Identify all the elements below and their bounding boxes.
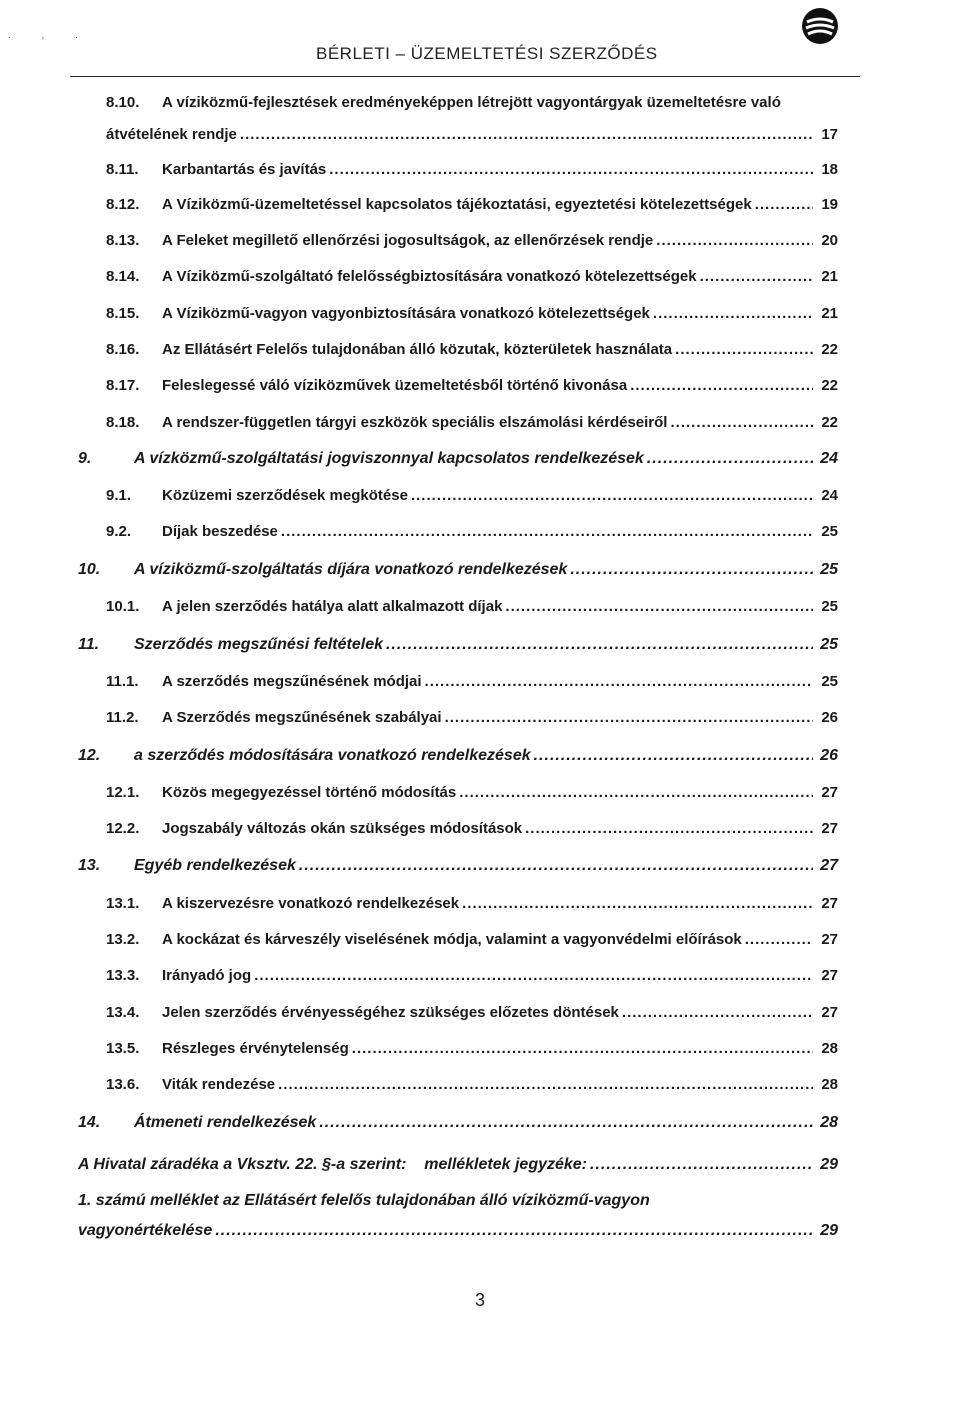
toc-annex-title: vagyonértékelése bbox=[78, 1222, 213, 1239]
toc-entry-title: A Víziközmű-üzemeltetéssel kapcsolatos tájékoztatási, egyeztetési kötelezettségek bbox=[162, 196, 752, 213]
toc-entry-number: 13.4. bbox=[106, 1004, 140, 1021]
toc-entry-title: A víziközmű-fejlesztések eredményeképpen létrejött vagyontárgyak üzemeltetésre való bbox=[162, 94, 781, 111]
toc-entry-page: 24 bbox=[821, 487, 838, 504]
toc-entry-page: 25 bbox=[821, 673, 838, 690]
toc-entry-page: 21 bbox=[821, 268, 838, 285]
toc-entry-title: Jogszabály változás okán szükséges módosítások bbox=[162, 820, 523, 837]
toc-entry-number: 8.15. bbox=[106, 305, 140, 322]
toc-entry[interactable] bbox=[106, 232, 838, 252]
toc-entry-page: 27 bbox=[821, 967, 838, 984]
toc-section-page: 24 bbox=[820, 450, 838, 467]
toc-leader-dots bbox=[240, 126, 813, 143]
toc-section-number: 10. bbox=[78, 561, 101, 578]
toc-leader-dots bbox=[534, 747, 813, 765]
toc-leader-dots bbox=[319, 1114, 813, 1132]
toc-section-number: 12. bbox=[78, 747, 101, 764]
toc-entry[interactable] bbox=[106, 784, 838, 804]
toc-leader-dots bbox=[299, 857, 813, 875]
toc-entry-8-10-line2[interactable] bbox=[106, 126, 838, 146]
toc-entry-title: A Víziközmű-vagyon vagyonbiztosítására vonatkozó kötelezettségek bbox=[162, 305, 650, 322]
toc-entry-title: A jelen szerződés hatálya alatt alkalmazott díjak bbox=[162, 598, 503, 615]
toc-leader-dots bbox=[700, 268, 813, 285]
toc-annex-line2[interactable] bbox=[78, 1222, 838, 1242]
toc-entry-number: 8.14. bbox=[106, 268, 140, 285]
toc-leader-dots bbox=[525, 820, 813, 837]
toc-entry[interactable] bbox=[106, 1040, 838, 1060]
page-number: 3 bbox=[474, 1290, 485, 1310]
toc-section[interactable] bbox=[78, 1114, 838, 1134]
toc-entry-page: 19 bbox=[821, 196, 838, 213]
toc-leader-dots bbox=[653, 305, 813, 322]
toc-entry-page: 27 bbox=[821, 895, 838, 912]
toc-section[interactable] bbox=[78, 747, 838, 767]
toc-section[interactable] bbox=[78, 450, 838, 470]
toc-entry-page: 27 bbox=[821, 820, 838, 837]
toc-section-title: Átmeneti rendelkezések bbox=[134, 1114, 317, 1131]
toc-section-page: 25 bbox=[820, 561, 838, 578]
logo-icon bbox=[800, 6, 840, 46]
toc-entry-page: 28 bbox=[821, 1040, 838, 1057]
toc-entry-number: 8.13. bbox=[106, 232, 140, 249]
toc-entry-page: 27 bbox=[821, 1004, 838, 1021]
toc-entry[interactable] bbox=[106, 673, 838, 693]
toc-entry[interactable] bbox=[106, 895, 838, 915]
toc-leader-dots bbox=[215, 1222, 813, 1240]
toc-entry-page: 17 bbox=[821, 126, 838, 143]
toc-entry-number: 11.2. bbox=[106, 709, 139, 726]
toc-entry[interactable] bbox=[106, 598, 838, 618]
scan-specks: . , . bbox=[8, 30, 92, 41]
toc-section[interactable] bbox=[78, 857, 838, 877]
toc-entry[interactable] bbox=[106, 709, 838, 729]
toc-entry-number: 13.5. bbox=[106, 1040, 140, 1057]
toc-section-title: a szerződés módosítására vonatkozó rendelkezések bbox=[134, 747, 531, 764]
toc-leader-dots bbox=[570, 561, 813, 579]
toc-entry-page: 22 bbox=[821, 377, 838, 394]
toc-leader-dots bbox=[425, 673, 813, 690]
toc-section[interactable] bbox=[78, 561, 838, 581]
toc-leader-dots bbox=[647, 450, 813, 468]
toc-entry[interactable] bbox=[106, 414, 838, 434]
toc-entry-page: 28 bbox=[821, 1076, 838, 1093]
toc-entry-page: 22 bbox=[821, 341, 838, 358]
toc-entry-number: 13.3. bbox=[106, 967, 140, 984]
toc-entry[interactable] bbox=[106, 967, 838, 987]
toc-entry[interactable] bbox=[106, 305, 838, 325]
toc-leader-dots bbox=[505, 598, 813, 615]
toc-entry[interactable] bbox=[106, 523, 838, 543]
toc-entry-title: A Szerződés megszűnésének szabályai bbox=[162, 709, 442, 726]
toc-entry[interactable] bbox=[106, 1004, 838, 1024]
toc-entry[interactable] bbox=[106, 341, 838, 361]
toc-entry-title: Jelen szerződés érvényességéhez szükséges előzetes döntések bbox=[162, 1004, 619, 1021]
toc-entry-number: 8.12. bbox=[106, 196, 140, 213]
toc-entry[interactable] bbox=[106, 487, 838, 507]
toc-entry-page: 22 bbox=[821, 414, 838, 431]
toc-entry-title: Közüzemi szerződések megkötése bbox=[162, 487, 408, 504]
toc-entry-page: 25 bbox=[821, 598, 838, 615]
toc-entry-number: 8.11. bbox=[106, 161, 139, 178]
toc-entry-title: Irányadó jog bbox=[162, 967, 252, 984]
toc-annex-line1[interactable]: 1. számú melléklet az Ellátásért felelős tulajdonában álló víziközmű-vagyon bbox=[78, 1192, 650, 1209]
toc-section-page: 28 bbox=[820, 1114, 838, 1131]
toc-entry-title: Viták rendezése bbox=[162, 1076, 276, 1093]
toc-section-page: 27 bbox=[820, 857, 838, 874]
toc-leader-dots bbox=[445, 709, 813, 726]
toc-leader-dots bbox=[278, 1076, 813, 1093]
toc-entry-number: 8.17. bbox=[106, 377, 140, 394]
toc-entry-number: 9.2. bbox=[106, 523, 132, 540]
toc-leader-dots bbox=[745, 931, 813, 948]
toc-leader-dots bbox=[675, 341, 813, 358]
toc-entry-page: 20 bbox=[821, 232, 838, 249]
toc-entry-title: Díjak beszedése bbox=[162, 523, 278, 540]
toc-section-title: A vízközmű-szolgáltatási jogviszonnyal kapcsolatos rendelkezések bbox=[134, 450, 644, 467]
toc-entry-number: 9.1. bbox=[106, 487, 132, 504]
toc-entry-title: Karbantartás és javítás bbox=[162, 161, 327, 178]
toc-entry-number: 11.1. bbox=[106, 673, 139, 690]
toc-leader-dots bbox=[630, 377, 813, 394]
toc-entry-8-10-line1[interactable] bbox=[106, 94, 838, 111]
toc-entry-title: Részleges érvénytelenség bbox=[162, 1040, 349, 1057]
toc-entry-title: átvételének rendje bbox=[106, 126, 237, 143]
toc-annex-page: 29 bbox=[820, 1222, 838, 1239]
toc-leader-dots bbox=[281, 523, 813, 540]
toc-entry[interactable] bbox=[106, 161, 838, 181]
toc-entry[interactable] bbox=[106, 1076, 838, 1096]
toc-entry[interactable] bbox=[106, 931, 838, 951]
toc-leader-dots bbox=[329, 161, 813, 178]
toc-section-page: 26 bbox=[820, 747, 838, 764]
toc-entry-title: A kiszervezésre vonatkozó rendelkezések bbox=[162, 895, 460, 912]
toc-entry[interactable] bbox=[106, 377, 838, 397]
toc-section-title: Egyéb rendelkezések bbox=[134, 857, 296, 874]
toc-section-number: 9. bbox=[78, 450, 92, 467]
header-divider bbox=[70, 76, 860, 77]
toc-leader-dots bbox=[459, 784, 813, 801]
toc-leader-dots bbox=[462, 895, 813, 912]
toc-entry-title: A Feleket megillető ellenőrzési jogosultságok, az ellenőrzések rendje bbox=[162, 232, 654, 249]
toc-entry-number: 13.6. bbox=[106, 1076, 140, 1093]
toc-entry-number: 13.2. bbox=[106, 931, 140, 948]
toc-leader-dots bbox=[352, 1040, 813, 1057]
toc-entry-number: 8.16. bbox=[106, 341, 140, 358]
toc-leader-dots bbox=[622, 1004, 813, 1021]
toc-entry-page: 26 bbox=[821, 709, 838, 726]
toc-entry-page: 25 bbox=[821, 523, 838, 540]
toc-section-number: 13. bbox=[78, 857, 101, 874]
toc-section-page: 25 bbox=[820, 636, 838, 653]
toc-entry[interactable] bbox=[106, 196, 838, 216]
toc-hivatal-title: A Hivatal záradéka a Vksztv. 22. §-a szerint: mellékletek jegyzéke: bbox=[78, 1156, 588, 1173]
toc-leader-dots bbox=[590, 1156, 813, 1174]
toc-entry-title: Közös megegyezéssel történő módosítás bbox=[162, 784, 457, 801]
toc-leader-dots bbox=[254, 967, 813, 984]
toc-entry-page: 27 bbox=[821, 784, 838, 801]
toc-entry-title: A Víziközmű-szolgáltató felelősségbiztosítására vonatkozó kötelezettségek bbox=[162, 268, 697, 285]
toc-section-title: Szerződés megszűnési feltételek bbox=[134, 636, 383, 653]
toc-entry-page: 21 bbox=[821, 305, 838, 322]
toc-leader-dots bbox=[411, 487, 813, 504]
toc-leader-dots bbox=[656, 232, 813, 249]
toc-leader-dots bbox=[670, 414, 813, 431]
toc-hivatal-entry[interactable] bbox=[78, 1156, 838, 1176]
toc-entry-page: 27 bbox=[821, 931, 838, 948]
toc-section[interactable] bbox=[78, 636, 838, 656]
toc-entry-number: 12.2. bbox=[106, 820, 140, 837]
toc-entry-number: 8.18. bbox=[106, 414, 140, 431]
document-header-title: BÉRLETI – ÜZEMELTETÉSI SZERZŐDÉS bbox=[316, 44, 658, 63]
toc-entry-page: 18 bbox=[821, 161, 838, 178]
toc-entry-title: Az Ellátásért Felelős tulajdonában álló közutak, közterületek használata bbox=[162, 341, 673, 358]
toc-entry-number: 10.1. bbox=[106, 598, 140, 615]
toc-entry[interactable] bbox=[106, 268, 838, 288]
toc-section-number: 11. bbox=[78, 636, 100, 653]
toc-leader-dots bbox=[386, 636, 813, 654]
toc-entry-number: 8.10. bbox=[106, 94, 140, 111]
toc-entry[interactable] bbox=[106, 820, 838, 840]
toc-entry-number: 12.1. bbox=[106, 784, 140, 801]
toc-leader-dots bbox=[755, 196, 813, 213]
toc-entry-title: A szerződés megszűnésének módjai bbox=[162, 673, 422, 690]
toc-entry-title: A kockázat és kárveszély viselésének módja, valamint a vagyonvédelmi előírások bbox=[162, 931, 742, 948]
toc-entry-title: Feleslegessé váló víziközművek üzemeltetésből történő kivonása bbox=[162, 377, 628, 394]
toc-section-title: A víziközmű-szolgáltatás díjára vonatkozó rendelkezések bbox=[134, 561, 568, 578]
toc-entry-title: A rendszer-független tárgyi eszközök speciális elszámolási kérdéseiről bbox=[162, 414, 668, 431]
toc-hivatal-page: 29 bbox=[820, 1156, 838, 1173]
toc-section-number: 14. bbox=[78, 1114, 101, 1131]
toc-entry-number: 13.1. bbox=[106, 895, 140, 912]
